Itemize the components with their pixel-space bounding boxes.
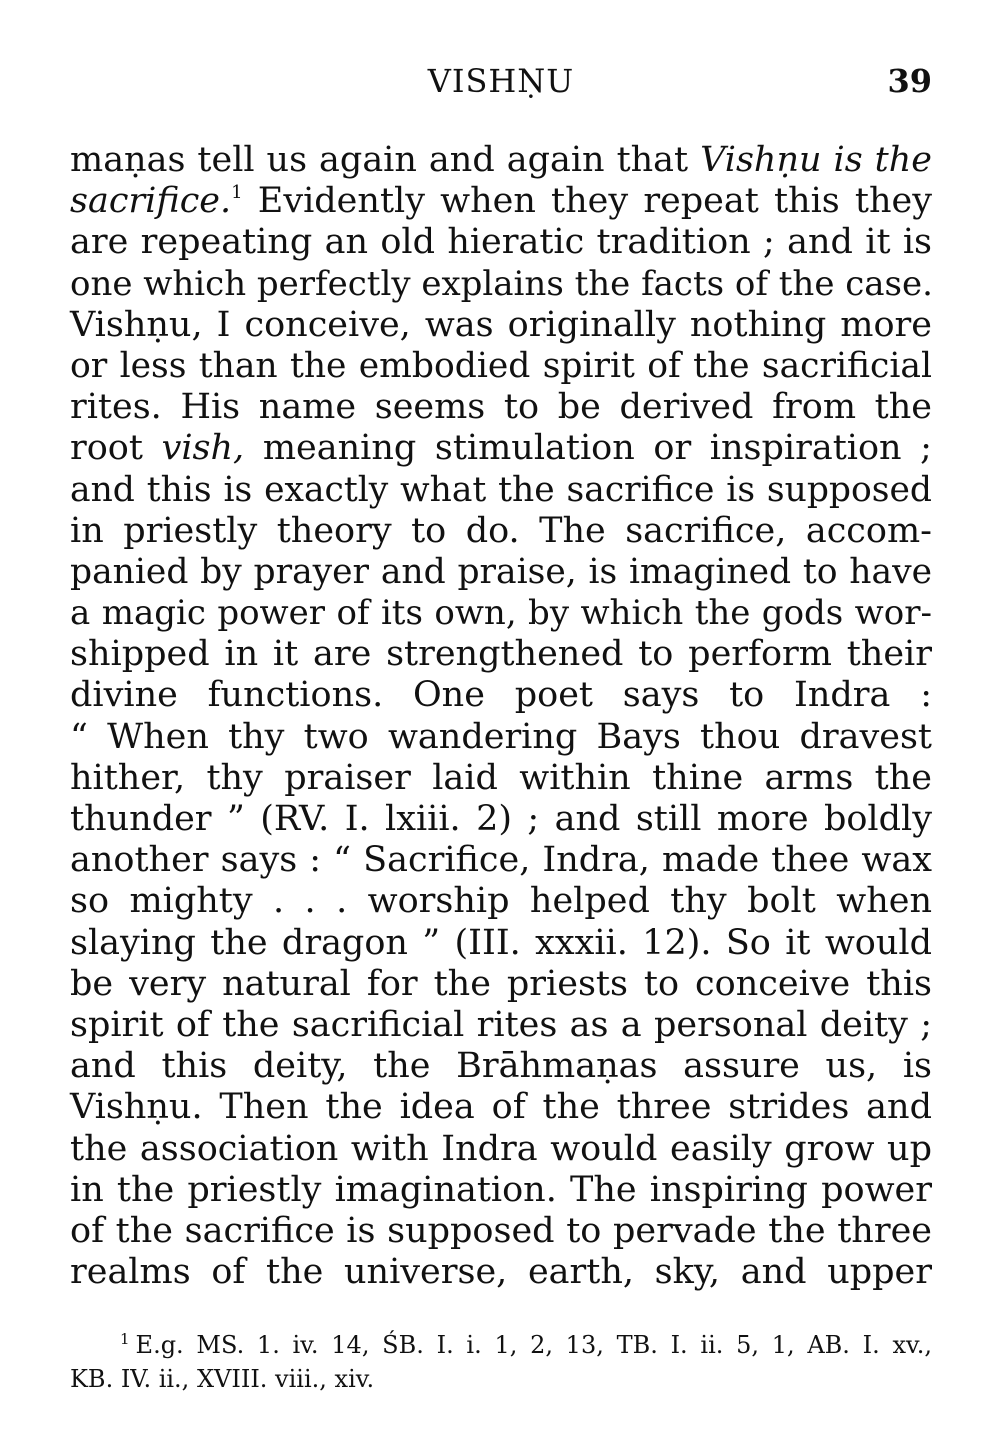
footnote-reference: 1 [231,182,243,204]
text-line-9: and this is exactly what the sacrifice is supposed [70,469,932,510]
text-line-16: hither, thy praiser laid within thine arms the [70,757,932,798]
text-line-26: in the priestly imagination. The inspiring power [70,1169,932,1210]
text-segment: Evidently when they repeat this they [257,181,932,222]
text-line-8 [70,428,932,469]
text-line-17: thunder ” (RV. I. lxiii. 2) ; and still more boldly [70,799,932,839]
running-title: VISHṆU [427,62,575,100]
running-head [70,62,932,102]
footnote-line-2: KB. IV. ii., XVIII. viii., xiv. [70,1365,375,1393]
text-segment: meaning stimulation or inspiration ; [262,428,932,469]
italic-phrase: Vishṇu is the [700,140,932,180]
text-line-25: the association with Indra would easily grow up [70,1128,932,1169]
text-line-10: in priestly theory to do. The sacrifice, accom- [70,510,932,551]
text-line-12: a magic power of its own, by which the gods wor- [70,593,932,634]
text-line-7: rites. His name seems to be derived from the [70,387,932,428]
text-segment: root [70,428,143,469]
text-line-23: and this deity, the Brāhmaṇas assure us, is [70,1046,932,1087]
text-line-2 [70,181,932,222]
text-line-20: slaying the dragon ” (III. xxxii. 12). So it would [70,922,932,963]
footnotes [70,1328,932,1396]
body-text [70,140,932,1293]
text-line-18: another says : “ Sacrifice, Indra, made thee wax [70,840,932,881]
text-line-3: are repeating an old hieratic tradition ; and it is [70,222,932,263]
footnote-line-1 [70,1328,932,1362]
text-line-24: Vishṇu. Then the idea of the three strides and [70,1087,932,1128]
text-line-15: “ When thy two wandering Bays thou dravest [70,716,932,757]
text-line-11: panied by prayer and praise, is imagined to have [70,551,932,592]
text-line-5: Vishṇu, I conceive, was originally nothing more [70,304,932,345]
footnote-mark: 1 [120,1330,130,1348]
text-line-14: divine functions. One poet says to Indra : [70,675,932,716]
text-line-22: spirit of the sacrificial rites as a personal deity ; [70,1004,932,1045]
footnote-text: E.g. MS. 1. iv. 14, ŚB. I. i. 1, 2, 13, TB. I. ii. 5, 1, AB. I. xv., [135,1331,932,1359]
text-segment: maṇas tell us again and again that [70,140,689,180]
page-number: 39 [887,62,932,100]
text-line-4: one which perfectly explains the facts of the case. [70,263,933,304]
text-line-1 [70,140,932,181]
text-line-19: so mighty . . . worship helped thy bolt when [70,881,932,922]
text-line-6: or less than the embodied spirit of the sacrificial [70,345,932,386]
text-line-27: of the sacrifice is supposed to pervade the three [70,1210,932,1251]
italic-word: vish, [161,428,245,469]
text-line-13: shipped in it are strengthened to perform their [70,634,932,675]
text-line-21: be very natural for the priests to conceive this [70,963,932,1004]
text-line-28: realms of the universe, earth, sky, and upper [70,1252,932,1293]
italic-phrase: sacrifice. [70,181,232,222]
